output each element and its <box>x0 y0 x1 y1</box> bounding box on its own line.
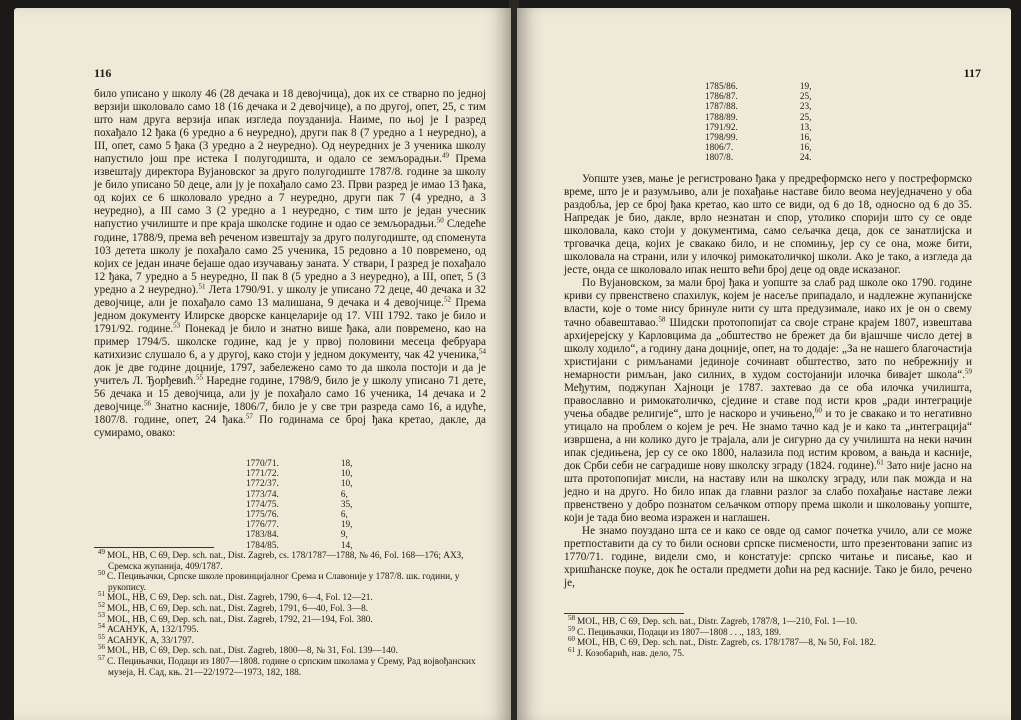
school-year: 1787/88. <box>705 102 738 113</box>
left-page <box>14 8 511 720</box>
footnote-number: 55 <box>98 632 105 641</box>
footnote-ref: 61 <box>876 458 884 467</box>
footnote-number: 56 <box>98 643 105 652</box>
school-year: 1788/89. <box>705 112 738 123</box>
text-run: Према извештају директора Вујановског за друго полугодиште 1787/8. године за школу је било уписано 50 деце, али ју је похађало само 23. Први разред је имао 13 ђака, од којих се 6 школовало уредно а 7 неуредно, други пак 7 (4 уредно, а 3 неуредно), а III само 3 (2 уредно а 1 неуредно, с тим што је један учесник напустио училиште и пре краја школске године и одао се земљорадњи. <box>94 153 486 231</box>
footnotes <box>94 547 486 678</box>
page-number: 117 <box>963 66 981 80</box>
text-run: Зато није јасно на шта протопопијат мисли, на наставу или на школску зграду, или пак можда и на једно и на друго. Но било ипак да главни разлог за слабо похађање наставе лежи првенствено у добро познатом сељачком отпору према школи и школовању уопште, који је тада био веома изражен и наглашен. <box>564 460 972 525</box>
footnote <box>564 624 972 639</box>
footnote-number: 57 <box>98 653 105 662</box>
student-count: 16, <box>799 143 812 154</box>
student-count: 10, <box>340 469 353 480</box>
footnote-number: 58 <box>568 613 575 622</box>
student-count: 19, <box>340 520 353 531</box>
text-run: било уписано у школу 46 (28 дечака и 18 девојчица), док их се стварно по једној верзији школовало само 18 (16 дечака и 2 девојчице), а по другој, опет, 25, с тим што нам друга верзија ипак изгледа поузданија. Наиме, по њој је I разред похађало 12 ђака (6 уредно а 6 неуредно), други пак 8 (7 уредно а 1 неуредно), а III, опет, само 5 ђака (3 уредно а 2 неуредно). Од неуредних је 3 ученика школу напустило још пре истека I полугодишта, и одало се земљорадњи. <box>94 88 486 166</box>
footnote-number: 59 <box>568 624 575 633</box>
school-year: 1807/8. <box>705 153 734 164</box>
text-run: и то је свакако и то негативно утицало на проблем о којем је реч. Не знамо тачно кад је и како та „интеграција“ извршена, а ни колико дуго је трајала, али је сигурно да су училишта на неки начин ипак сједињена, јер су се око 1800, налазила под истим кровом, а вањда и касније, док Срби себи не саградише нову школску зграду (1824. године). <box>564 407 972 473</box>
footnote <box>94 653 486 678</box>
footnote <box>564 613 972 628</box>
page-number: 116 <box>94 66 112 80</box>
footnote-number: 60 <box>568 635 575 644</box>
body-text <box>94 88 486 440</box>
school-year: 1771/72. <box>246 469 279 480</box>
paragraph <box>94 88 486 440</box>
footnote-rule <box>564 613 684 614</box>
footnote <box>564 635 972 649</box>
footnote-ref: 57 <box>245 412 253 421</box>
footnote-ref: 54 <box>479 347 486 356</box>
text-run: Међутим, поджупан Хајноци је 1787. захтевао да се оба илочка училишта, православно и римокатоличко, сједине и ставе под исти кров „ради интеграције учења обадве религије“, што је наскоро и учињено, <box>564 381 972 420</box>
table-row <box>705 82 811 92</box>
text-run: По Вујановском, за мали број ђака и уопште за слаб рад школе око 1790. године криви су првенствено спахилук, којем је насеље припадало, и надлежне жупанијске власти, које о томе нису бринуле нити су шта предузимале, иако их је он о свему тачно обавештавао. <box>564 277 972 329</box>
school-year: 1791/92. <box>705 122 738 133</box>
footnote-text: MOL, HB, C 69, Dep. sch. nat., Dist. Zagreb, cs. 178/1787—1788, № 46, Fol. 168—176; АХЗ, Сремска жупанија, 409/1787. <box>107 551 464 572</box>
footnotes <box>564 613 972 659</box>
footnote <box>94 643 486 657</box>
table-row <box>705 102 811 112</box>
text-run: По годинама се број ђака кретао, дакле, да сумирамо, овако: <box>94 414 487 440</box>
footnote <box>94 632 486 647</box>
body-text <box>564 173 972 591</box>
school-year: 1783/84. <box>246 530 279 541</box>
table-row <box>246 469 352 479</box>
text-run: Према једном документу Илирске дворске канцеларије од 17. VIII 1792. тако је било и 1791/92. године. <box>94 296 486 335</box>
table-row <box>246 479 352 489</box>
school-year: 1806/7. <box>705 143 734 154</box>
school-year: 1775/76. <box>246 510 279 521</box>
footnote-ref: 52 <box>443 295 451 304</box>
footnote-text: С. Пецињачки, Подаци из 1807—1808 . . ., 183, 189. <box>577 627 782 638</box>
paragraph: Не знамо поуздано шта се и како се овде од самог почетка учило, али се може претпоставити да су то били основи српске писмености, што презентовани запис из 1770/71. године, видели смо, и констатује: српско читање и писање, као и хришћанске поуке, док ће остали предмети доћи на ред касније. Тако је било, речено је, <box>564 525 972 590</box>
school-year: 1798/99. <box>705 133 738 144</box>
student-count: 25, <box>799 92 812 103</box>
table-row <box>246 490 352 500</box>
footnote <box>564 645 972 660</box>
footnote-text: Ј. Козобарић, нав. дело, 75. <box>577 648 685 659</box>
student-count: 16, <box>799 133 812 144</box>
footnote-ref: 55 <box>195 373 203 382</box>
table-row <box>705 123 811 133</box>
footnote-ref: 49 <box>441 151 449 160</box>
footnote-ref: 53 <box>173 321 181 330</box>
footnote-text: С. Пецињачки, Српске школе провинцијалног Срема и Славоније у 1787/8. шк. години, у рукопису. <box>107 572 460 593</box>
table-row <box>246 520 352 530</box>
footnote-number: 50 <box>98 569 105 578</box>
paragraph: Уопште узев, мање је регистровано ђака у предреформско него у постреформско време, што је и разумљиво, али је похађање наставе било веома неуједначено у оба раздобља, јер се број ђака кретао, као што се види, од 6 до 18, односно од 6 до 35. Напредак је био, дакле, врло незнатан и спор, утолико спорији што су се овде школовала, како стоји у документима, само сељачка деца, док се занатлијска и трговачка деца, којих је свакако било, и не спомињу, јер су се она, може бити, школовала на страни, или у илочкој римокатоличкој школи. Ако је тако, а изгледа да јесте, онда се школовало ипак нешто већи број деце од овде исказаног. <box>564 173 972 277</box>
footnote-number: 49 <box>98 547 105 556</box>
student-count: 9, <box>340 530 348 541</box>
table-row <box>705 153 811 163</box>
text-run: Наредне године, 1798/9, било је у школу уписано 71 дете, 56 дечака и 15 девојчица, али ју је похађало само 16 ученика, 14 дечака и 2 девојчице. <box>94 375 486 414</box>
table-row <box>246 541 352 551</box>
text-run: док је две године доцније, 1797, забележено само то да школа постоји и да је учитељ Л. Ђорђевић. <box>94 361 486 388</box>
school-year: 1770/71. <box>246 459 279 469</box>
footnote <box>94 547 486 572</box>
text-run: Шидски протопопијат са своје стране крајем 1807, извештава архијерејску у Карловцима да „обштество не брежет да би вјашчше число детеј в школу ходило“, а годину дана доцније, опет, на то додаје: „За не нашего благочастија христијани с римљанами јединоје сочинавт обштество, зато по небрежнију и немарности римљан, јако силних, в худом состојанији илочка бивајет школа“. <box>564 316 973 381</box>
footnote-number: 51 <box>98 590 105 599</box>
footnote-ref: 56 <box>143 399 151 408</box>
footnote-text: MOL, HB, C 69, Dep. sch. nat., Dist. Zagreb, 1800—8, № 31, Fol. 139—140. <box>107 646 398 657</box>
student-count-table <box>705 82 811 164</box>
footnote-text: MOL, HB, C 69, Dep. sch. nat., Dist. Zagreb, 1791, 6—40, Fol. 3—8. <box>107 603 369 614</box>
student-count: 14, <box>340 540 353 551</box>
student-count: 13, <box>799 122 812 133</box>
footnote-text: АСАНУК, А, 33/1797. <box>107 635 195 646</box>
footnote-ref: 51 <box>198 281 206 290</box>
student-count: 35, <box>340 499 353 510</box>
footnote <box>94 622 486 636</box>
footnote-ref: 50 <box>436 216 444 225</box>
footnote-text: С. Пецињачки, Подаци из 1807—1808. године о српским школама у Срему, Рад војвођанских музеја, Н. Сад, књ. 21—22/1972—1973, 182, 188. <box>107 656 476 678</box>
student-count: 19, <box>799 82 812 92</box>
footnote-text: АСАНУК, А, 132/1795. <box>107 625 199 636</box>
table-row <box>246 510 352 520</box>
school-year: 1786/87. <box>705 92 738 103</box>
table-row <box>705 113 811 123</box>
footnote-ref: 58 <box>658 314 666 323</box>
footnote-text: MOL, HB, C 69, Dep. sch. nat., Distr. Zagreb, cs. 178/1787—8, № 50, Fol. 182. <box>577 638 877 649</box>
student-count: 6, <box>340 510 348 521</box>
footnote <box>94 611 486 626</box>
footnote-rule <box>94 547 214 548</box>
table-row <box>705 92 811 102</box>
footnote <box>94 590 486 604</box>
text-run: Лета 1790/91. у школу је уписано 72 деце, 40 дечака и 32 девојчице, али је похађало само 13 малишана, 9 дечака и 4 девојчице. <box>94 283 486 309</box>
footnote-ref: 60 <box>814 406 822 415</box>
student-count: 18, <box>340 459 353 469</box>
footnote-text: MOL, HB, C 69, Dep. sch. nat., Distr. Zagreb, 1787/8, 1—210, Fol. 1—10. <box>577 617 858 627</box>
school-year: 1774/75. <box>246 499 279 510</box>
text-run: Знатно касније, 1806/7, било је у све три разреда само 16, а идуће, 1807/8. године, опет, 24 ђака. <box>94 401 486 427</box>
student-count: 25, <box>799 112 812 123</box>
school-year: 1784/85. <box>246 540 279 551</box>
footnote <box>94 600 486 615</box>
footnote-number: 61 <box>568 645 575 654</box>
footnote-text: MOL, HB, C 69, Dep. sch. nat., Dist. Zagreb, 1792, 21—194, Fol. 380. <box>107 614 373 625</box>
school-year: 1772/37. <box>246 479 279 490</box>
footnote-number: 53 <box>98 611 105 620</box>
student-count: 23, <box>799 102 812 113</box>
footnote-number: 52 <box>98 600 105 609</box>
footnote <box>94 569 486 593</box>
school-year: 1776/77. <box>246 520 279 531</box>
student-count-table <box>246 459 352 551</box>
text-run: Следеће године, 1788/9, према већ реченом извештају за друго полугодиште, од споменута 103 детета школу је похађало само 25 ученика, 15 редовно а 10 повремено, од којих се један иначе бејаше одао изучавању заната. У ствари, I разред је похађало 12 ђака, 7 уредно а 5 неуредно, II пак 8 (5 уредно а 3 неуредно), а III, опет, 5 (3 уредно а 2 неуредно). <box>94 218 486 296</box>
footnote-number: 54 <box>98 622 105 631</box>
student-count: 6, <box>340 489 348 500</box>
school-year: 1773/74. <box>246 489 279 500</box>
school-year: 1785/86. <box>705 82 738 92</box>
text-run: Понекад је било и знатно више ђака, али повремено, као на пример 1794/5. школске године, кад је у првој половини месеца фебруара катихизис слушало 6, а у другој, како стоји у једном документу, чак 42 ученика, <box>94 322 486 361</box>
footnote-text: MOL, HB, C 69, Dep. sch. nat., Dist. Zagreb, 1790, 6—4, Fol. 12—21. <box>107 593 373 604</box>
right-page <box>517 8 1011 720</box>
table-row <box>246 459 352 469</box>
table-row <box>705 143 811 153</box>
table-row <box>246 500 352 510</box>
table-row <box>246 530 352 540</box>
paragraph <box>564 277 972 525</box>
footnote-ref: 59 <box>965 366 972 375</box>
table-row <box>705 133 811 143</box>
student-count: 24. <box>799 153 812 164</box>
student-count: 10, <box>340 479 353 490</box>
